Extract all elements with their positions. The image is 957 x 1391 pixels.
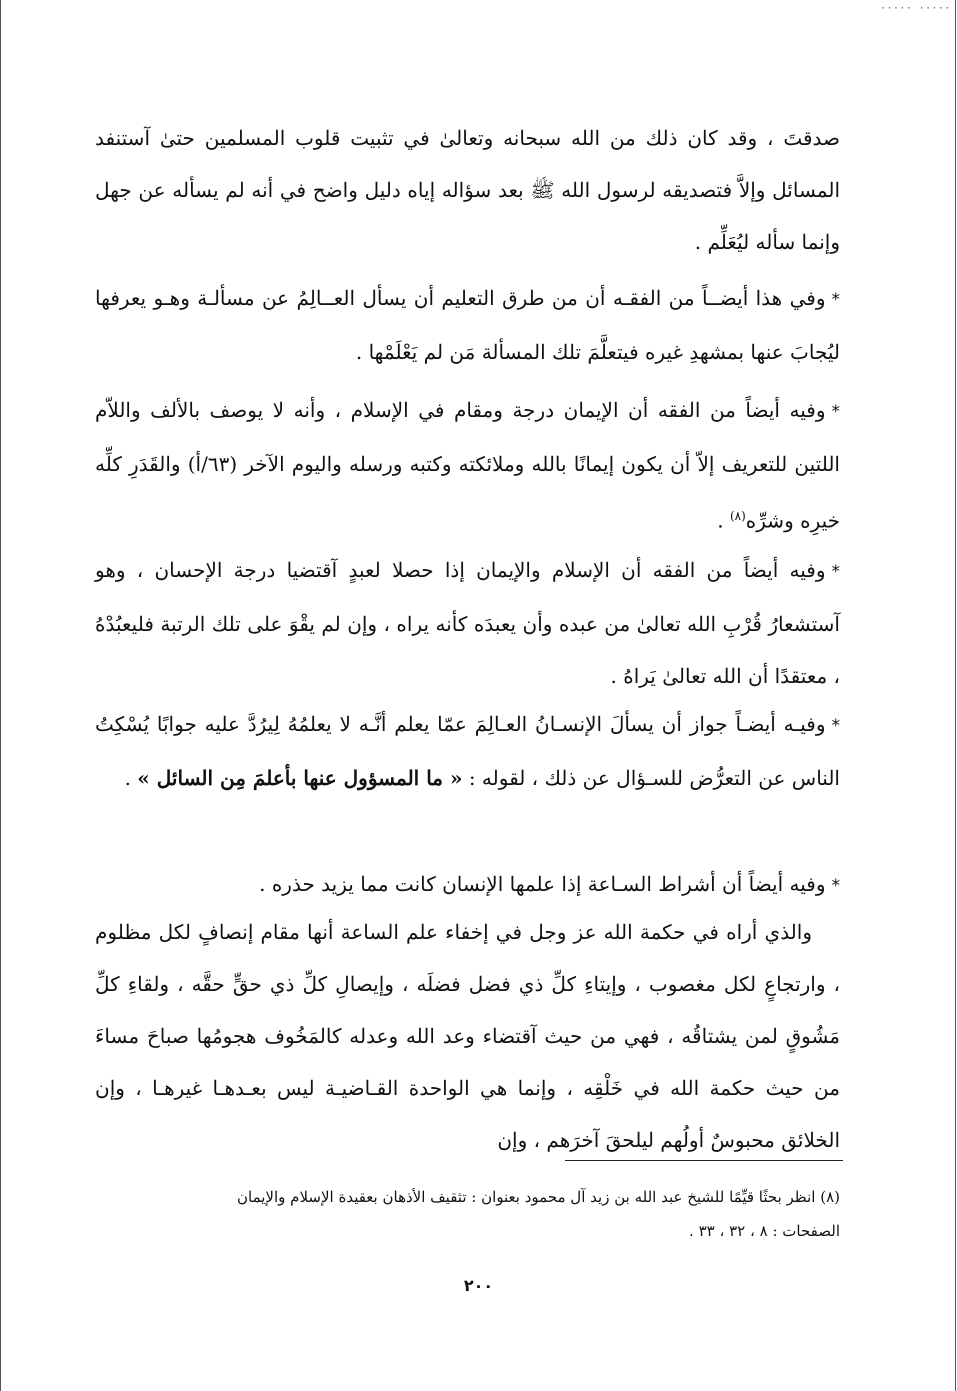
bullet-icon: * [831,562,840,582]
paragraph-5 [95,698,840,804]
paragraph-7 [95,906,840,1166]
paragraph-3-end: . [717,508,730,533]
hadith-quote: « ما المسؤول عنها بأعلمَ مِن السائل » [137,766,463,790]
paragraph-1 [95,112,840,268]
paragraph-3 [95,384,840,547]
scan-edge-right [955,0,956,1391]
paragraph-7-text: والذي أراه في حكمة الله عز وجل في إخفاء علم الساعة أنها مقام إنصافٍ لكل مظلوم ، وارتجاعٍ لكل مغصوب ، وإيتاءِ كلِّ ذي فضل فضلَه ، وإيصالِ كلِّ ذي حقٍّ حقَّه ، ولقاءِ كلِّ مَشُوقٍ لمن يشتاقُه ، فهي من حيث آقتضاء وعد الله وعدله كالمَخُوف هجومُها صباحَ مساءَ من حيث حكمة الله في خَلْقِه ، وإنما هي الواحدة القـاضيـة ليس بعـدهـا غيرهـا ، وإن الخلائق محبوسٌ أولُهم ليلحقَ آخرَهم ، وإن [95,920,840,1152]
footnote-separator [565,1160,843,1161]
paragraph-6-text: وفيه أيضاً أن أشراط السـاعة إذا علمها الإنسان كانت مما يزيد حذره . [259,872,826,896]
paragraph-2 [95,272,840,378]
footnote-line-1: (٨) انظر بحثًا قيِّمًا للشيخ عبد الله بن زيد آل محمود بعنوان : تثقيف الأذهان بعقيدة الإسلام والإيمان [237,1188,840,1206]
paragraph-4 [95,544,840,702]
bullet-icon: * [831,716,840,736]
paragraph-3-text: وفيه أيضاً من الفقه أن الإيمان درجة ومقام في الإسلام ، وأنه لا يوصف بالألف واللاّم اللتين للتعريف إلاّ أن يكون إيمانًا بالله وملائكته وكتبه ورسله واليوم الآخر (٦٣/أ) والقَدَرِ كلِّه خيرِه وشرِّه [95,398,840,533]
page-number: ٢٠٠ [463,1276,494,1295]
bullet-icon: * [831,290,840,310]
bullet-icon: * [831,402,840,422]
scan-edge-left [0,0,1,1391]
footnote-line-2: الصفحات : ٨ ، ٣٢ ، ٣٣ . [689,1222,840,1240]
footnote-ref-8: (٨) [729,509,746,523]
paragraph-5-end: . [124,766,138,790]
paragraph-2-text: وفي هذا أيضــاً من الفقـه أن من طرق التعليم أن يسأل العــالِمُ عن مسألـة وهـو يعرفها ليُجابَ عنها بمشهدِ غيره فيتعلَّمَ تلك المسألة مَن لم يَعْلَمْها . [95,286,840,364]
paragraph-4-text: وفيه أيضاً من الفقه أن الإسلام والإيمان إذا حصلا لعبدٍ آقتضيا درجة الإحسان ، وهو آستشعارُ قُرْبِ الله تعالىٰ من عبده وأن يعبدَه كأنه يراه ، وإن لم يقْوَ على تلك الرتبة فليعبُدْهُ ، معتقدًا أن الله تعالىٰ يَراهُ . [95,558,840,688]
footnote [95,1180,840,1248]
paragraph-5-text: وفيـه أيضـاً جواز أن يسألَ الإنسـانُ العـالِمَ عمّا يعلم أنَّـه لا يعلمُهُ لِيرُدَّ عليه جوابًا يُسْكِتُ الناس عن التعرُّض للسـؤال عن ذلك ، لقوله : [95,712,840,790]
paragraph-6 [95,858,840,912]
bullet-icon: * [831,876,840,896]
corner-marks: ····· ····· [880,4,951,14]
paragraph-1-text: صدقتَ ، وقد كان ذلك من الله سبحانه وتعالىٰ في تثبيت قلوب المسلمين حتىٰ آستنفد المسائل وإلاَّ فتصديقه لرسول الله ﷺ بعد سؤاله إياه دليل واضح في أنه لم يسأله عن جهل وإنما سأله ليُعَلِّم . [95,126,840,254]
